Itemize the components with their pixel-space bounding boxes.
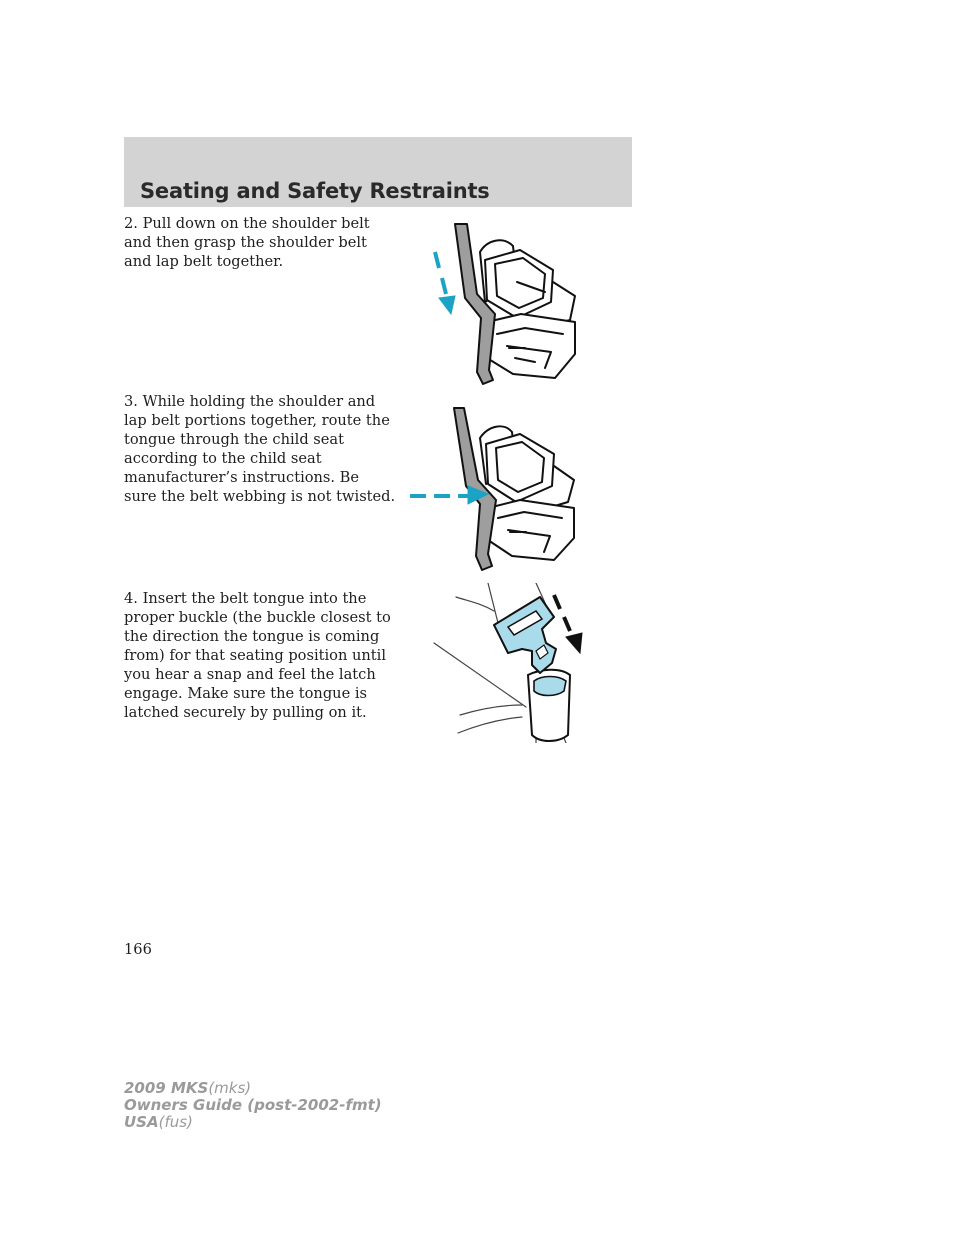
child-seat-pull-belt-illustration [425, 222, 595, 392]
footer-market: USA [124, 1113, 159, 1131]
footer-line-1 [124, 1080, 382, 1097]
footer-model: 2009 MKS [124, 1079, 209, 1097]
footer-guide-name: Owners Guide (post-2002-fmt) [124, 1096, 382, 1114]
footer-model-code: (mks) [208, 1079, 252, 1097]
footer-line-3 [124, 1114, 382, 1131]
step-2-text: 2. Pull down on the shoulder belt and then grasp the shoulder belt and lap belt together. [124, 215, 370, 270]
document-footer [124, 1080, 382, 1131]
section-header-band [124, 137, 632, 207]
child-seat-route-tongue-illustration [408, 404, 593, 574]
step-4-text: 4. Insert the belt tongue into the proper buckle (the buckle closest to the direction the tongue is coming from) for that seating position until you hear a snap and feel the latch engage. Make sure the tongue is latched securely by pulling on it. [124, 590, 391, 721]
page-number: 166 [124, 941, 152, 958]
belt-buckle-insert-illustration [428, 583, 593, 743]
section-title: Seating and Safety Restraints [140, 179, 490, 203]
step-3-text: 3. While holding the shoulder and lap belt portions together, route the tongue through the child seat according to the child seat manufacturer’s instructions. Be sure the belt webbing is not twisted. [124, 393, 396, 505]
footer-market-code: (fus) [158, 1113, 193, 1131]
